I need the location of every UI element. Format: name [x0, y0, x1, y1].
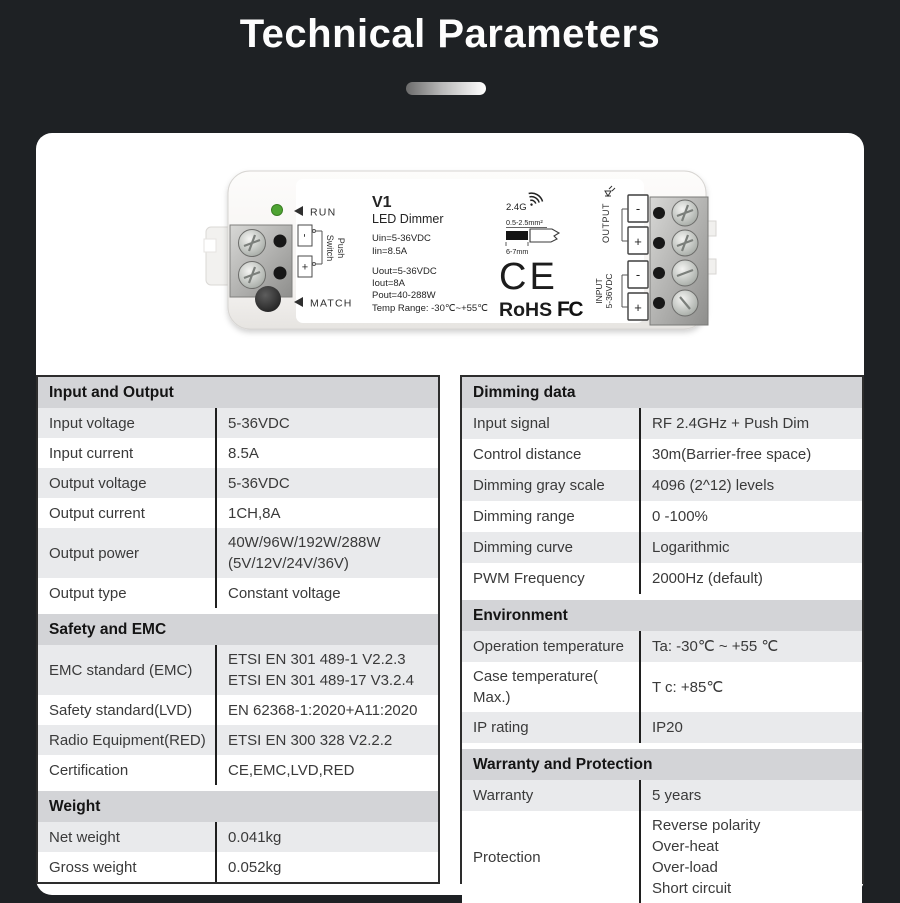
svg-text:Iin=8.5A: Iin=8.5A: [372, 246, 408, 257]
svg-text:-: -: [298, 233, 311, 238]
section-title: Input and Output: [38, 377, 438, 408]
spec-value: EN 62368-1:2020+A11:2020: [228, 701, 418, 719]
spec-label: Warranty: [462, 780, 641, 811]
spec-section: [462, 749, 862, 903]
rohs-mark: RoHS: [499, 299, 553, 321]
input-label: [594, 274, 614, 309]
product-image: [204, 169, 712, 333]
spec-label: Dimming gray scale: [462, 470, 641, 501]
spec-row: [462, 408, 862, 439]
spec-label: Control distance: [462, 439, 641, 470]
spec-row: [38, 468, 438, 498]
svg-text:Pout=40-288W: Pout=40-288W: [372, 290, 436, 301]
spec-row: [38, 438, 438, 468]
svg-text:2.4G: 2.4G: [506, 202, 527, 213]
svg-text:+: +: [634, 300, 642, 315]
page-title: Technical Parameters: [239, 12, 661, 56]
content-card: [36, 133, 864, 895]
spec-section: [38, 791, 438, 882]
spec-value: ETSI EN 301 489-1 V2.2.3 ETSI EN 301 489-17 V3.2.4: [228, 651, 414, 689]
spec-value: RF 2.4GHz + Push Dim: [652, 415, 810, 432]
spec-value: ETSI EN 300 328 V2.2.2: [228, 731, 393, 749]
spec-column-right: [460, 375, 864, 897]
spec-row: [462, 563, 862, 594]
section-title: Dimming data: [462, 377, 862, 408]
spec-label: Output power: [38, 528, 217, 578]
svg-text:Uout=5-36VDC: Uout=5-36VDC: [372, 266, 437, 277]
spec-value: 2000Hz (default): [652, 570, 763, 587]
spec-label: Protection: [462, 811, 641, 903]
product-name: LED Dimmer: [372, 212, 444, 226]
fcc-mark: FC: [557, 298, 582, 321]
spec-row: [38, 645, 438, 695]
spec-value: 4096 (2^12) levels: [652, 477, 775, 494]
spec-row: [462, 631, 862, 662]
spec-row: [38, 822, 438, 852]
svg-text:Uin=5-36VDC: Uin=5-36VDC: [372, 233, 431, 244]
spec-label: EMC standard (EMC): [38, 645, 217, 695]
spec-value: 5-36VDC: [228, 474, 290, 492]
spec-row: [38, 695, 438, 725]
spec-row: [462, 780, 862, 811]
spec-row: [38, 528, 438, 578]
spec-section: [38, 614, 438, 785]
spec-value: 30m(Barrier-free space): [652, 446, 812, 463]
spec-label: IP rating: [462, 712, 641, 743]
svg-text:-: -: [635, 267, 641, 282]
spec-section: [462, 600, 862, 743]
spec-row: [462, 662, 862, 712]
spec-label: Input signal: [462, 408, 641, 439]
spec-label: Certification: [38, 755, 217, 785]
terminal-block-right: [650, 197, 716, 325]
svg-text:Iout=8A: Iout=8A: [372, 278, 406, 289]
spec-row: [38, 578, 438, 608]
spec-row: [462, 470, 862, 501]
spec-value: CE,EMC,LVD,RED: [228, 761, 355, 779]
section-title: Environment: [462, 600, 862, 631]
spec-row: [38, 498, 438, 528]
spec-row: [38, 725, 438, 755]
spec-label: Output current: [38, 498, 217, 528]
svg-text:+: +: [634, 234, 642, 249]
spec-value: 0.052kg: [228, 858, 282, 876]
spec-label: Radio Equipment(RED): [38, 725, 217, 755]
svg-text:5-36VDC: 5-36VDC: [604, 273, 614, 309]
spec-section: [38, 377, 438, 608]
svg-text:Switch: Switch: [325, 234, 335, 262]
spec-row: [462, 712, 862, 743]
spec-value: 1CH,8A: [228, 504, 281, 522]
spec-value: 0.041kg: [228, 828, 282, 846]
run-led: [272, 205, 283, 216]
spec-row: [38, 852, 438, 882]
terminal-block-left: [230, 225, 292, 297]
spec-value: 0 -100%: [652, 508, 708, 525]
spec-label: Gross weight: [38, 852, 217, 882]
section-title: Weight: [38, 791, 438, 822]
svg-text:-: -: [635, 201, 641, 216]
svg-text:INPUT: INPUT: [594, 278, 604, 304]
spec-row: [462, 811, 862, 903]
spec-value: 8.5A: [228, 444, 259, 462]
spec-value: Ta: -30℃ ~ +55 ℃: [652, 638, 779, 655]
model-name: V1: [372, 194, 392, 211]
spec-label: Net weight: [38, 822, 217, 852]
spec-label: Output type: [38, 578, 217, 608]
spec-label: Input current: [38, 438, 217, 468]
spec-label: Safety standard(LVD): [38, 695, 217, 725]
spec-row: [462, 501, 862, 532]
spec-label: Output voltage: [38, 468, 217, 498]
spec-label: Dimming curve: [462, 532, 641, 563]
spec-value: 5-36VDC: [228, 414, 290, 432]
spec-row: [462, 439, 862, 470]
svg-text:6-7mm: 6-7mm: [506, 247, 529, 256]
section-title: Safety and EMC: [38, 614, 438, 645]
svg-text:Push: Push: [336, 237, 346, 259]
spec-label: Case temperature( Max.): [462, 662, 641, 712]
svg-text:Temp Range: -30℃~+55℃: Temp Range: -30℃~+55℃: [372, 303, 488, 314]
output-label: OUTPUT: [601, 203, 611, 243]
spec-row: [38, 408, 438, 438]
svg-text:RUN: RUN: [310, 206, 337, 219]
spec-value: Reverse polarity Over-heat Over-load Short circuit: [652, 817, 761, 897]
title-divider-pill: [406, 82, 486, 95]
svg-text:+: +: [301, 261, 309, 274]
spec-value: IP20: [652, 719, 683, 736]
match-push-button: [255, 286, 281, 312]
section-title: Warranty and Protection: [462, 749, 862, 780]
spec-row: [462, 532, 862, 563]
spec-label: PWM Frequency: [462, 563, 641, 594]
spec-label: Input voltage: [38, 408, 217, 438]
spec-value: Constant voltage: [228, 584, 341, 602]
spec-value: T c: +85℃: [652, 678, 724, 696]
spec-value: 5 years: [652, 787, 702, 804]
spec-row: [38, 755, 438, 785]
spec-value: 40W/96W/192W/288W (5V/12V/24V/36V): [228, 534, 381, 572]
svg-text:MATCH: MATCH: [310, 297, 353, 310]
svg-text:0.5-2.5mm²: 0.5-2.5mm²: [506, 218, 543, 227]
spec-value: Logarithmic: [652, 539, 730, 556]
switch-push-label: [325, 235, 346, 262]
spec-label: Operation temperature: [462, 631, 641, 662]
spec-label: Dimming range: [462, 501, 641, 532]
spec-section: [462, 377, 862, 594]
spec-column-left: [36, 375, 440, 884]
ce-mark: CE: [499, 256, 558, 298]
